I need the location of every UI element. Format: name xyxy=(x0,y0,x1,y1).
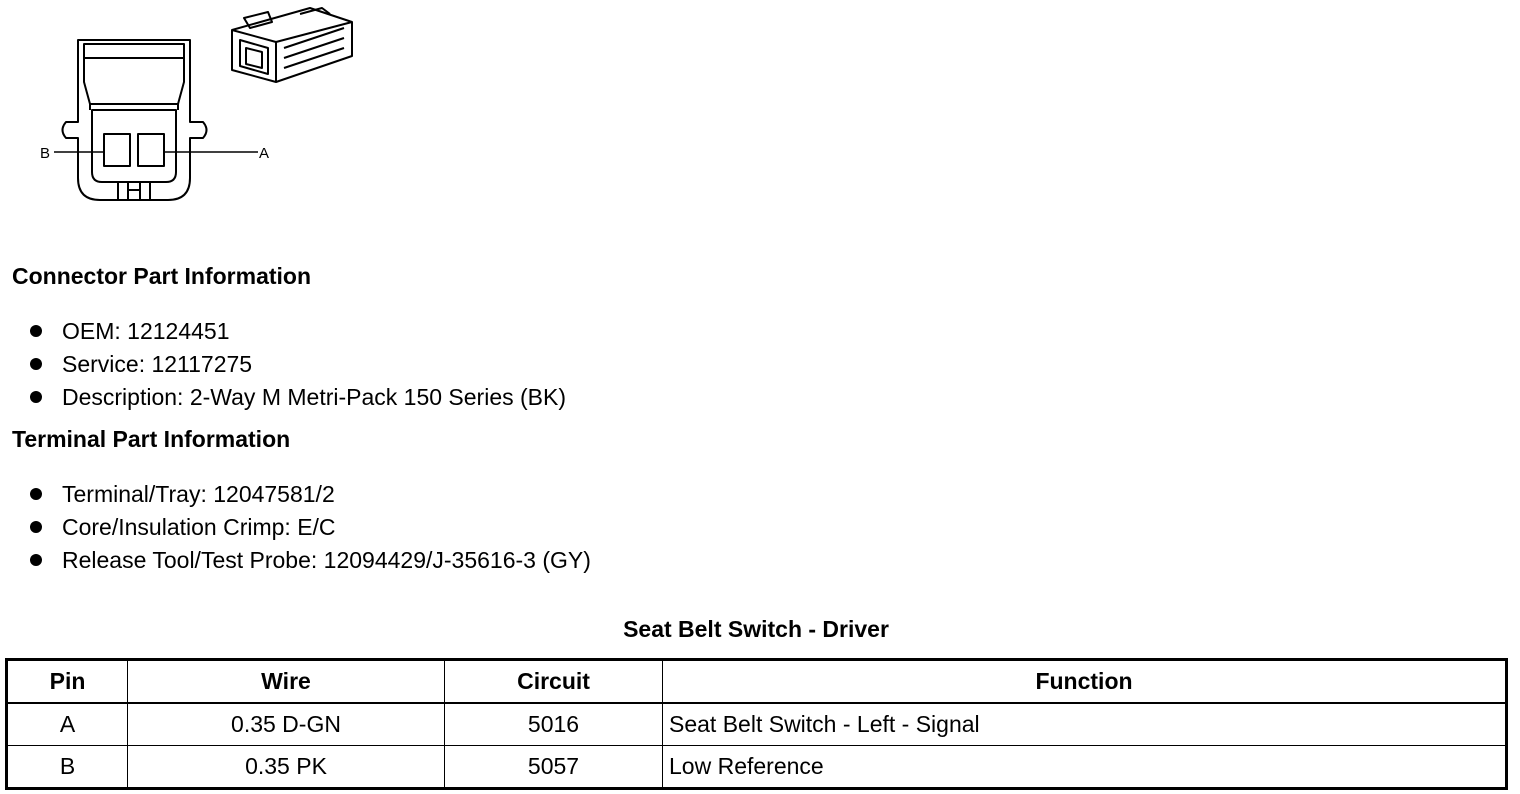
cavity-a xyxy=(138,134,164,166)
column-header-circuit: Circuit xyxy=(445,660,663,704)
pin-label-a: A xyxy=(259,145,270,162)
bullet-icon xyxy=(30,358,42,370)
list-item: Description: 2-Way M Metri-Pack 150 Series (BK) xyxy=(0,383,566,416)
cell-function: Low Reference xyxy=(663,746,1507,789)
connector-isometric xyxy=(232,8,352,82)
list-item: Release Tool/Test Probe: 12094429/J-35616-3 (GY) xyxy=(0,546,591,579)
column-header-function: Function xyxy=(663,660,1507,704)
pin-label-b: B xyxy=(40,145,51,162)
pinout-table xyxy=(5,658,1508,790)
terminal-part-list xyxy=(0,480,591,579)
bullet-icon xyxy=(30,554,42,566)
connector-latch xyxy=(84,44,184,104)
connector-part-heading: Connector Part Information xyxy=(12,263,312,289)
column-header-pin: Pin xyxy=(7,660,128,704)
bullet-icon xyxy=(30,325,42,337)
terminal-part-heading: Terminal Part Information xyxy=(12,426,291,452)
list-item: Service: 12117275 xyxy=(0,350,566,383)
list-item: Terminal/Tray: 12047581/2 xyxy=(0,480,591,513)
table-header-row xyxy=(7,660,1507,704)
table-row xyxy=(7,746,1507,789)
connector-part-list xyxy=(0,317,566,416)
bullet-icon xyxy=(30,391,42,403)
cell-circuit: 5057 xyxy=(445,746,663,789)
table-row xyxy=(7,703,1507,746)
cell-pin: A xyxy=(7,703,128,746)
cell-wire: 0.35 D-GN xyxy=(128,703,445,746)
bullet-icon xyxy=(30,488,42,500)
table-title: Seat Belt Switch - Driver xyxy=(623,616,889,642)
cell-pin: B xyxy=(7,746,128,789)
column-header-wire: Wire xyxy=(128,660,445,704)
cell-function: Seat Belt Switch - Left - Signal xyxy=(663,703,1507,746)
bullet-icon xyxy=(30,521,42,533)
cell-wire: 0.35 PK xyxy=(128,746,445,789)
cavity-b xyxy=(104,134,130,166)
list-item: OEM: 12124451 xyxy=(0,317,566,350)
connector-diagram xyxy=(0,0,360,215)
list-item: Core/Insulation Crimp: E/C xyxy=(0,513,591,546)
cell-circuit: 5016 xyxy=(445,703,663,746)
